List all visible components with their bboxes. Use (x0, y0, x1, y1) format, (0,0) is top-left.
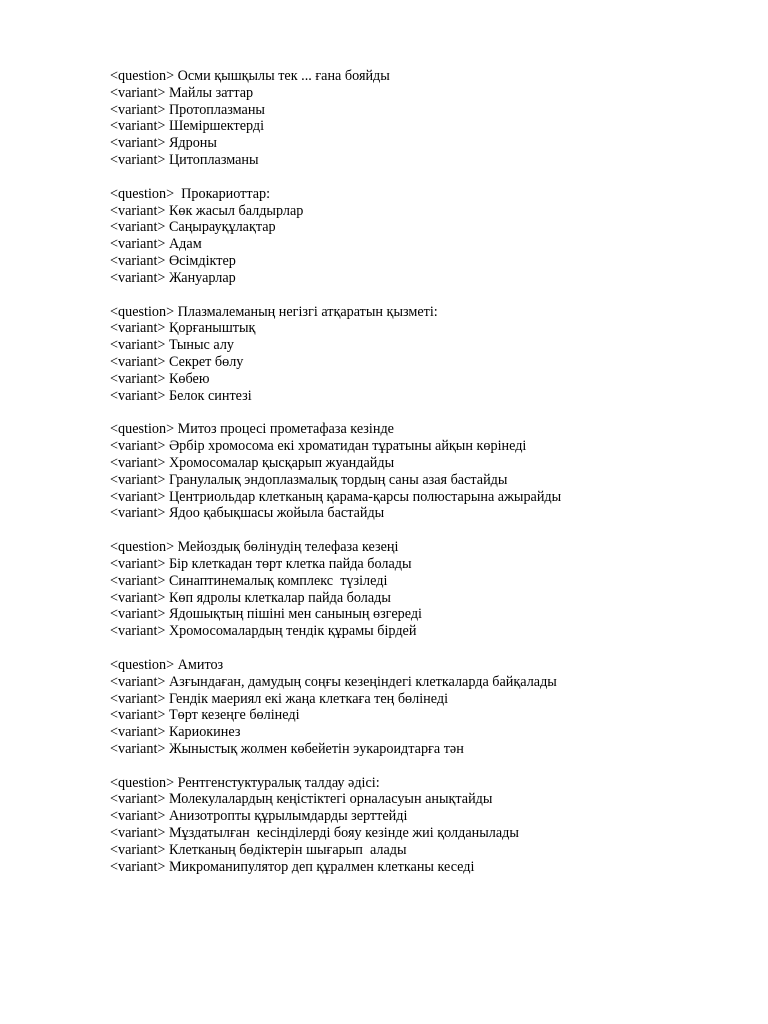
question-text: <question> Мейоздық бөлінудің телефаза кезеңі (110, 539, 399, 556)
question-block (110, 775, 730, 876)
question-block (110, 539, 730, 640)
variant-text: <variant> Секрет бөлу (110, 353, 244, 370)
variant-text: <variant> Кариокинез (110, 724, 241, 741)
question-text: <question> Плазмалеманың негізгі атқаратын қызметі: (110, 303, 438, 320)
variant-text: <variant> Тыныс алу (110, 337, 234, 354)
variant-text: <variant> Анизотропты құрылымдарды зерттейді (110, 808, 408, 825)
question-text: <question> Амитоз (110, 656, 224, 673)
variant-text: <variant> Қорғаныштық (110, 320, 256, 337)
variant-text: <variant> Саңырауқұлақтар (110, 219, 276, 236)
variant-text: <variant> Көп ядролы клеткалар пайда болады (110, 589, 391, 606)
question-block (110, 68, 730, 169)
variant-text: <variant> Майлы заттар (110, 84, 254, 101)
variant-text: <variant> Ядошықтың пішіні мен санының өзгереді (110, 606, 422, 623)
variant-text: <variant> Адам (110, 236, 202, 253)
variant-text: <variant> Синаптинемалық комплекс түзіледі (110, 572, 388, 589)
question-block (110, 657, 730, 758)
question-text: <question> Митоз процесі прометафаза кезінде (110, 421, 394, 438)
variant-text: <variant> Көбею (110, 370, 210, 387)
variant-text: <variant> Жануарлар (110, 269, 236, 286)
variant-text: <variant> Көк жасыл балдырлар (110, 202, 304, 219)
question-text: <question> Осми қышқылы тек ... ғана бояйды (110, 68, 390, 84)
variant-text: <variant> Гранулалық эндоплазмалық тордың саны азая бастайды (110, 471, 508, 488)
variant-text: <variant> Бір клеткадан төрт клетка пайда болады (110, 555, 412, 572)
variant-text: <variant> Клетканың бөдіктерін шығарып алады (110, 841, 407, 858)
question-text: <question> Рентгенстуктуралық талдау әдісі: (110, 774, 380, 791)
variant-text: <variant> Ядроны (110, 135, 217, 152)
variant-text: <variant> Центриольдар клетканың қарама-қарсы полюстарына ажырайды (110, 488, 562, 505)
variant-text: <variant> Цитоплазманы (110, 151, 259, 168)
variant-text: <variant> Гендік маериял екі жаңа клеткаға тең бөлінеді (110, 690, 449, 707)
question-block (110, 421, 730, 522)
variant-text: <variant> Ядоо қабықшасы жойыла бастайды (110, 505, 385, 522)
question-text: <question> Прокариоттар: (110, 185, 271, 202)
variant-text: <variant> Мұздатылған кесінділерді бояу кезінде жиі қолданылады (110, 825, 519, 842)
variant-text: <variant> Азғындаған, дамудың соңғы кезеңіндегі клеткаларда байқалады (110, 673, 557, 690)
variant-text: <variant> Төрт кезеңге бөлінеді (110, 707, 300, 724)
variant-text: <variant> Өсімдіктер (110, 252, 236, 269)
variant-text: <variant> Хромосомалардың тендік құрамы бірдей (110, 623, 417, 640)
variant-text: <variant> Молекулалардың кеңістіктегі орналасуын анықтайды (110, 791, 493, 808)
question-block (110, 304, 730, 405)
variant-text: <variant> Әрбір хромосома екі хроматидан тұратыны айқын көрінеді (110, 438, 527, 455)
variant-text: <variant> Хромосомалар қысқарып жуандайды (110, 454, 395, 471)
variant-text: <variant> Протоплазманы (110, 101, 265, 118)
document-page (110, 68, 730, 892)
variant-text: <variant> Жыныстық жолмен көбейетін эукароидтарға тән (110, 740, 464, 757)
variant-text: <variant> Микроманипулятор деп құралмен клетканы кеседі (110, 858, 475, 875)
question-block (110, 186, 730, 287)
variant-text: <variant> Белок синтезі (110, 387, 252, 404)
variant-text: <variant> Шеміршектерді (110, 118, 265, 135)
